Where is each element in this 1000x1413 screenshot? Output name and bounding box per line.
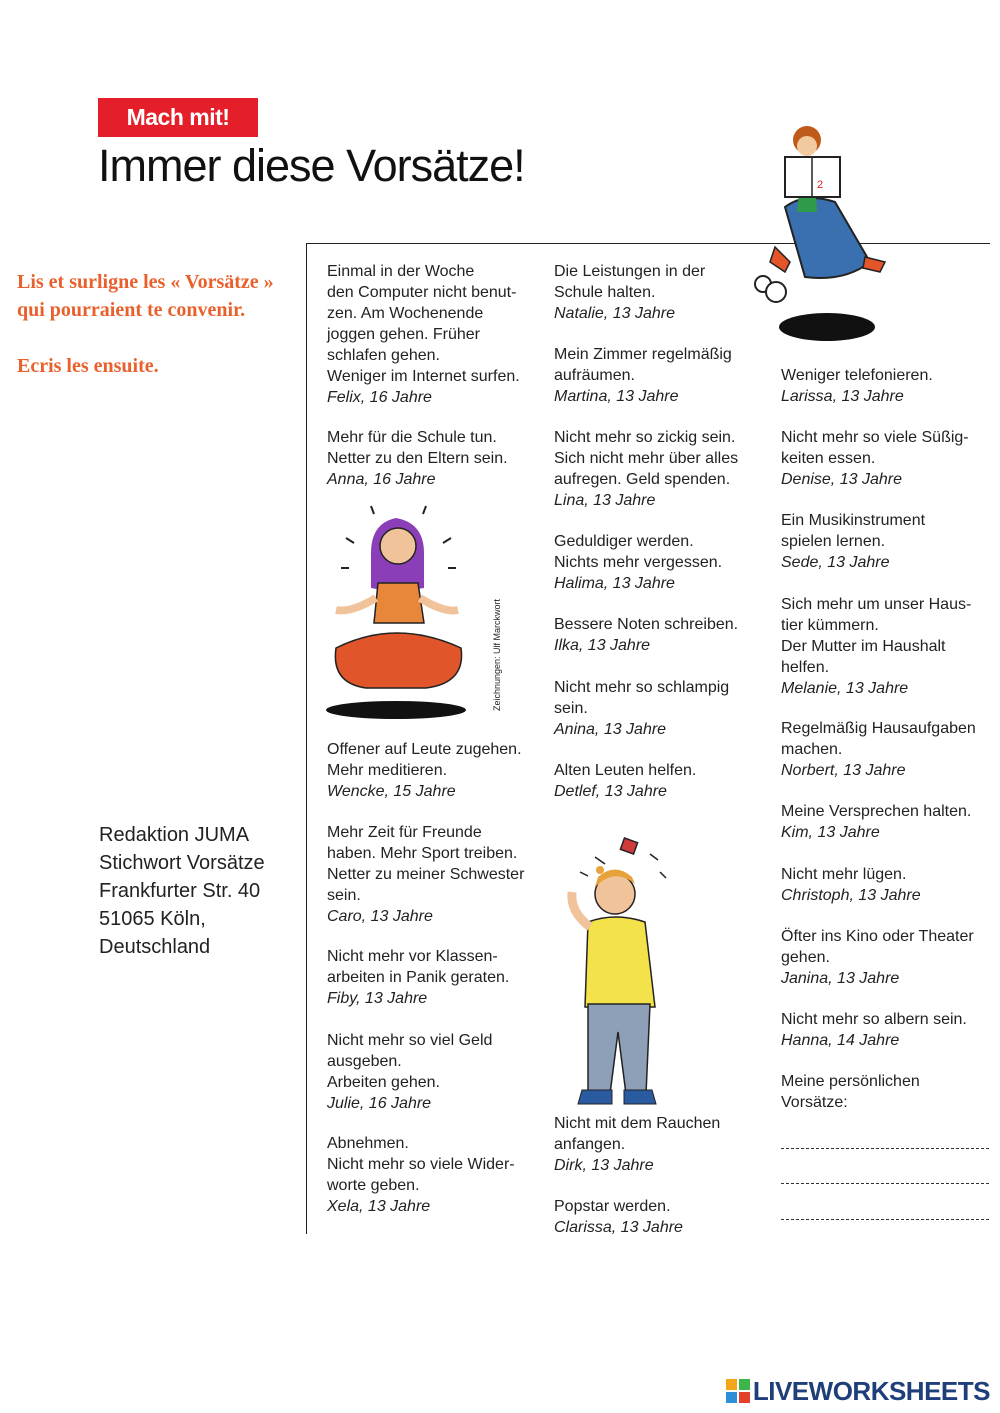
entry-author: Dirk, 13 Jahre bbox=[554, 1157, 654, 1174]
column-divider bbox=[306, 244, 307, 1234]
address-line: Stichwort Vorsätze bbox=[99, 852, 265, 874]
resolution-entry: Mein Zimmer regelmäßig aufräumen. Martina, 13 Jahre bbox=[554, 346, 732, 405]
entry-author: Hanna, 14 Jahre bbox=[781, 1032, 900, 1049]
resolution-entry: Nicht mehr so zickig sein. Sich nicht mehr über alles aufregen. Geld spenden. Lina, 13 Jahre bbox=[554, 429, 739, 509]
liveworksheets-logo: LIVEWORKSHEETS bbox=[726, 1376, 990, 1407]
entry-author: Christoph, 13 Jahre bbox=[781, 887, 921, 904]
entry-author: Norbert, 13 Jahre bbox=[781, 762, 906, 779]
entry-author: Denise, 13 Jahre bbox=[781, 471, 902, 488]
resolution-entry: Nicht mehr lügen. Christoph, 13 Jahre bbox=[781, 866, 921, 904]
resolution-entry: Nicht mit dem Rauchen anfangen. Dirk, 13 Jahre bbox=[554, 1115, 721, 1174]
answer-line-1[interactable] bbox=[781, 1148, 989, 1149]
resolution-entry: Nicht mehr vor Klassen- arbeiten in Panik geraten. Fiby, 13 Jahre bbox=[327, 948, 510, 1007]
liveworksheets-icon bbox=[726, 1379, 750, 1403]
resolution-entry: Abnehmen. Nicht mehr so viele Wider- worte geben. Xela, 13 Jahre bbox=[327, 1135, 515, 1215]
entry-author: Janina, 13 Jahre bbox=[781, 970, 900, 987]
resolution-entry: Ein Musikinstrument spielen lernen. Sede, 13 Jahre bbox=[781, 512, 926, 571]
entry-author: Melanie, 13 Jahre bbox=[781, 680, 909, 697]
entry-author: Kim, 13 Jahre bbox=[781, 824, 880, 841]
entry-author: Halima, 13 Jahre bbox=[554, 575, 675, 592]
resolution-entry: Offener auf Leute zugehen. Mehr meditieren. Wencke, 15 Jahre bbox=[327, 741, 522, 800]
mach-mit-badge: Mach mit! bbox=[98, 98, 258, 137]
instruction-line: qui pourraient te convenir. bbox=[17, 299, 246, 321]
address-line: Redaktion JUMA bbox=[99, 824, 250, 846]
svg-text:2: 2 bbox=[817, 179, 824, 191]
resolution-entry: Öfter ins Kino oder Theater gehen. Janina, 13 Jahre bbox=[781, 928, 974, 987]
entry-author: Anina, 13 Jahre bbox=[554, 721, 667, 738]
meditating-girl-illustration bbox=[326, 498, 486, 723]
entry-author: Martina, 13 Jahre bbox=[554, 388, 679, 405]
personal-resolutions-label: Meine persönlichen Vorsätze: bbox=[781, 1073, 920, 1111]
address-line: Deutschland bbox=[99, 936, 211, 958]
entry-author: Fiby, 13 Jahre bbox=[327, 990, 428, 1007]
entry-author: Larissa, 13 Jahre bbox=[781, 388, 904, 405]
resolution-entry: Weniger telefonieren. Larissa, 13 Jahre bbox=[781, 367, 933, 405]
instructions bbox=[17, 268, 307, 380]
answer-line-2[interactable] bbox=[781, 1183, 989, 1184]
address-line: 51065 Köln, bbox=[99, 908, 206, 930]
resolution-entry: Regelmäßig Hausaufgaben machen. Norbert, 13 Jahre bbox=[781, 720, 976, 779]
resolution-entry: Sich mehr um unser Haus- tier kümmern. Der Mutter im Haushalt helfen. Melanie, 13 Jahre bbox=[781, 596, 972, 697]
entry-author: Felix, 16 Jahre bbox=[327, 389, 432, 406]
instruction-line: Lis et surligne les « Vorsätze » bbox=[17, 271, 274, 293]
answer-line-3[interactable] bbox=[781, 1219, 989, 1220]
reading-girl-illustration bbox=[745, 112, 895, 352]
illustration-credit: Zeichnungen: Ulf Marckwort bbox=[492, 598, 502, 712]
resolution-entry: Nicht mehr so viele Süßig- keiten essen. Denise, 13 Jahre bbox=[781, 429, 969, 488]
entry-author: Julie, 16 Jahre bbox=[327, 1095, 432, 1112]
mailing-address bbox=[99, 821, 265, 961]
entry-author: Ilka, 13 Jahre bbox=[554, 637, 651, 654]
entry-author: Xela, 13 Jahre bbox=[327, 1198, 431, 1215]
entry-author: Natalie, 13 Jahre bbox=[554, 305, 675, 322]
resolution-entry: Meine Versprechen halten. Kim, 13 Jahre bbox=[781, 803, 972, 841]
entry-author: Wencke, 15 Jahre bbox=[327, 783, 456, 800]
entry-author: Clarissa, 13 Jahre bbox=[554, 1219, 683, 1236]
entry-author: Lina, 13 Jahre bbox=[554, 492, 656, 509]
resolution-entry: Geduldiger werden. Nichts mehr vergessen. Halima, 13 Jahre bbox=[554, 533, 723, 592]
entry-author: Sede, 13 Jahre bbox=[781, 554, 890, 571]
resolution-entry: Nicht mehr so albern sein. Hanna, 14 Jahre bbox=[781, 1011, 967, 1049]
resolution-entry: Bessere Noten schreiben. Ilka, 13 Jahre bbox=[554, 616, 739, 654]
resolution-entry: Die Leistungen in der Schule halten. Natalie, 13 Jahre bbox=[554, 263, 706, 322]
entry-author: Caro, 13 Jahre bbox=[327, 908, 433, 925]
instruction-line: Ecris les ensuite. bbox=[17, 355, 159, 377]
page-title: Immer diese Vorsätze! bbox=[98, 140, 525, 191]
juggling-boy-illustration bbox=[560, 832, 700, 1114]
resolution-entry: Nicht mehr so schlampig sein. Anina, 13 Jahre bbox=[554, 679, 730, 738]
resolution-entry: Mehr für die Schule tun. Netter zu den Eltern sein. Anna, 16 Jahre bbox=[327, 429, 508, 488]
resolution-entry: Nicht mehr so viel Geld ausgeben. Arbeiten gehen. Julie, 16 Jahre bbox=[327, 1032, 493, 1112]
entry-author: Detlef, 13 Jahre bbox=[554, 783, 667, 800]
entry-author: Anna, 16 Jahre bbox=[327, 471, 436, 488]
address-line: Frankfurter Str. 40 bbox=[99, 880, 261, 902]
resolution-entry: Einmal in der Woche den Computer nicht benut- zen. Am Wochenende joggen gehen. Früher schlafen gehen. Weniger im Internet surfen. Felix, 16 Jahre bbox=[327, 263, 520, 406]
resolution-entry: Popstar werden. Clarissa, 13 Jahre bbox=[554, 1198, 683, 1236]
resolution-entry: Mehr Zeit für Freunde haben. Mehr Sport treiben. Netter zu meiner Schwester sein. Caro, 13 Jahre bbox=[327, 824, 525, 925]
resolution-entry: Alten Leuten helfen. Detlef, 13 Jahre bbox=[554, 762, 697, 800]
